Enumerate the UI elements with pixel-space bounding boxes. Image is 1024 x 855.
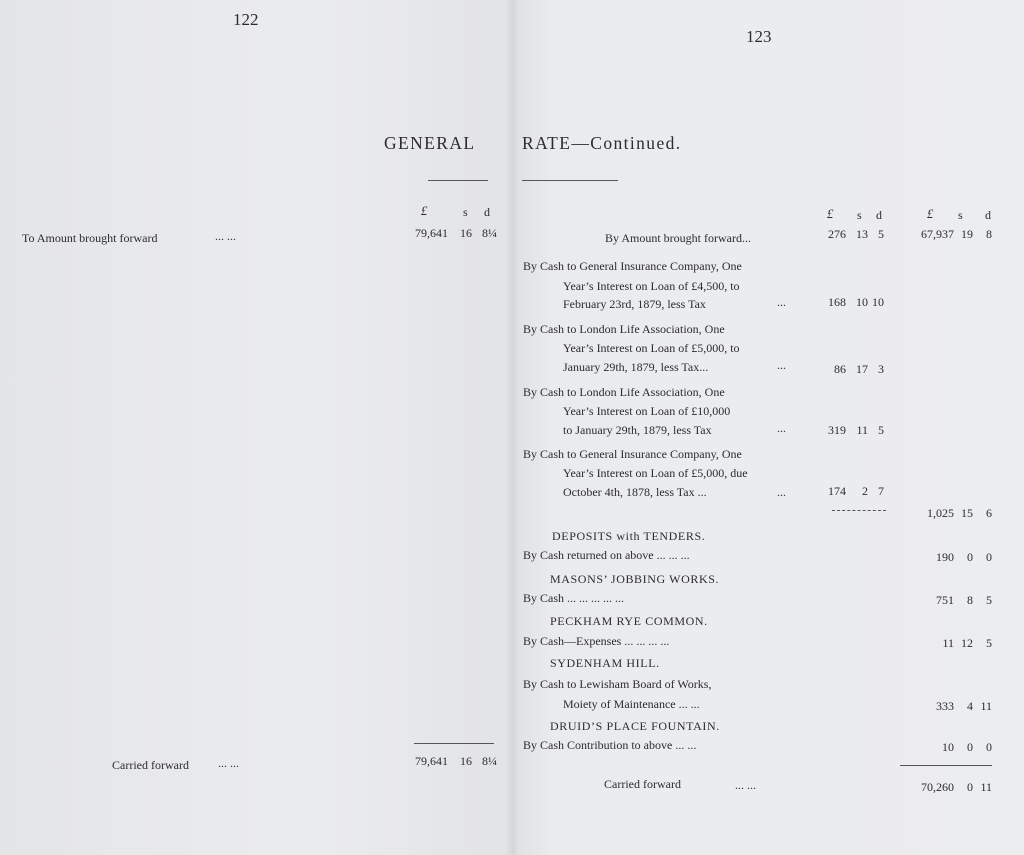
right-brought-forward-total-shillings: 19: [961, 227, 973, 241]
page-number-left: 122: [233, 10, 259, 29]
right-brought-forward-shillings: 13: [856, 227, 868, 241]
loan-2-pounds: 86: [834, 362, 846, 376]
loan-2-shillings: 17: [856, 362, 868, 376]
subtotal-pence: 6: [986, 506, 992, 520]
loan-2-line-3: January 29th, 1879, less Tax...: [563, 360, 709, 374]
left-brought-forward-pence: 8¼: [482, 226, 497, 240]
section-sydenham-pence: 11: [980, 699, 992, 713]
loan-2-dots: ...: [777, 358, 786, 372]
section-peckham-pence: 5: [986, 636, 992, 650]
left-carried-forward-pounds: 79,641: [415, 754, 448, 768]
left-brought-forward-shillings: 16: [460, 226, 472, 240]
section-masons-pence: 5: [986, 593, 992, 607]
right-carried-forward-dots: ... ...: [735, 778, 756, 792]
section-sydenham-line-2: Moiety of Maintenance ... ...: [563, 697, 700, 711]
right-header-pounds-total: £: [927, 207, 934, 221]
right-brought-forward-total-pounds: 67,937: [921, 227, 954, 241]
section-deposits-pounds: 190: [936, 550, 954, 564]
heading-rule-left: [428, 180, 488, 181]
left-brought-forward-dots: ... ...: [215, 229, 236, 243]
left-total-rule: [414, 743, 494, 744]
right-carried-forward-pounds: 70,260: [921, 780, 954, 794]
right-header-pounds: £: [827, 207, 834, 221]
section-sydenham-heading: SYDENHAM HILL.: [550, 656, 660, 670]
right-carried-forward-label: Carried forward: [604, 777, 681, 791]
right-header-shillings: s: [857, 208, 862, 222]
heading-right: RATE—Continued.: [522, 133, 682, 153]
left-brought-forward-pounds: 79,641: [415, 226, 448, 240]
section-druids-heading: DRUID’S PLACE FOUNTAIN.: [550, 719, 720, 733]
loan-3-line-1: By Cash to London Life Association, One: [523, 385, 725, 399]
loan-3-pence: 5: [878, 423, 884, 437]
loan-1-shillings: 10: [856, 295, 868, 309]
loan-4-dots: ...: [777, 485, 786, 499]
section-masons-shillings: 8: [967, 593, 973, 607]
right-header-pence: d: [876, 208, 882, 222]
left-header-pounds: £: [421, 204, 428, 218]
section-peckham-pounds: 11: [942, 636, 954, 650]
left-carried-forward-pence: 8¼: [482, 754, 497, 768]
section-masons-heading: MASONS’ JOBBING WORKS.: [550, 572, 720, 586]
right-header-shillings-total: s: [958, 208, 963, 222]
loan-1-pounds: 168: [828, 295, 846, 309]
loan-4-pounds: 174: [828, 484, 846, 498]
loan-2-line-2: Year’s Interest on Loan of £5,000, to: [563, 341, 740, 355]
right-brought-forward-pence: 5: [878, 227, 884, 241]
section-druids-pounds: 10: [942, 740, 954, 754]
loan-4-pence: 7: [878, 484, 884, 498]
loan-1-dots: ...: [777, 295, 786, 309]
left-brought-forward-label: To Amount brought forward: [22, 231, 158, 245]
loan-3-line-3: to January 29th, 1879, less Tax: [563, 423, 712, 437]
loan-4-line-2: Year’s Interest on Loan of £5,000, due: [563, 466, 748, 480]
section-masons-pounds: 751: [936, 593, 954, 607]
section-masons-line: By Cash ... ... ... ... ...: [523, 591, 625, 605]
page-number-right: 123: [746, 27, 772, 46]
left-carried-forward-dots: ... ...: [218, 756, 239, 770]
loan-1-line-2: Year’s Interest on Loan of £4,500, to: [563, 279, 740, 293]
right-brought-forward-total-pence: 8: [986, 227, 992, 241]
subtotal-pounds: 1,025: [927, 506, 954, 520]
section-deposits-heading: DEPOSITS with TENDERS.: [552, 529, 706, 543]
section-deposits-pence: 0: [986, 550, 992, 564]
section-druids-pence: 0: [986, 740, 992, 754]
book-gutter: [505, 0, 519, 855]
left-header-pence: d: [484, 205, 490, 219]
right-carried-forward-pence: 11: [980, 780, 992, 794]
right-total-rule: [900, 765, 992, 766]
loan-3-dots: ...: [777, 421, 786, 435]
loan-3-shillings: 11: [856, 423, 868, 437]
section-peckham-shillings: 12: [961, 636, 973, 650]
loan-1-line-3: February 23rd, 1879, less Tax: [563, 297, 706, 311]
section-deposits-shillings: 0: [967, 550, 973, 564]
right-brought-forward-label: By Amount brought forward...: [605, 231, 751, 245]
right-brought-forward-pounds: 276: [828, 227, 846, 241]
loan-3-pounds: 319: [828, 423, 846, 437]
left-carried-forward-label: Carried forward: [112, 758, 189, 772]
section-sydenham-shillings: 4: [967, 699, 973, 713]
section-peckham-heading: PECKHAM RYE COMMON.: [550, 614, 708, 628]
heading-left: GENERAL: [384, 133, 476, 153]
left-header-shillings: s: [463, 205, 468, 219]
loan-1-pence: 10: [872, 295, 884, 309]
loan-4-line-1: By Cash to General Insurance Company, One: [523, 447, 742, 461]
left-carried-forward-shillings: 16: [460, 754, 472, 768]
loan-2-line-1: By Cash to London Life Association, One: [523, 322, 725, 336]
loan-4-line-3: October 4th, 1878, less Tax ...: [563, 485, 707, 499]
section-druids-line: By Cash Contribution to above ... ...: [523, 738, 697, 752]
loan-1-line-1: By Cash to General Insurance Company, One: [523, 259, 742, 273]
loan-3-line-2: Year’s Interest on Loan of £10,000: [563, 404, 731, 418]
loan-2-pence: 3: [878, 362, 884, 376]
section-deposits-line: By Cash returned on above ... ... ...: [523, 548, 690, 562]
section-sydenham-line-1: By Cash to Lewisham Board of Works,: [523, 677, 712, 691]
section-sydenham-pounds: 333: [936, 699, 954, 713]
heading-rule-right: [522, 180, 618, 181]
section-druids-shillings: 0: [967, 740, 973, 754]
right-carried-forward-shillings: 0: [967, 780, 973, 794]
subtotal-shillings: 15: [961, 506, 973, 520]
section-peckham-line: By Cash—Expenses ... ... ... ...: [523, 634, 670, 648]
loan-4-shillings: 2: [862, 484, 868, 498]
subtotal-rule: [832, 510, 886, 511]
right-header-pence-total: d: [985, 208, 991, 222]
